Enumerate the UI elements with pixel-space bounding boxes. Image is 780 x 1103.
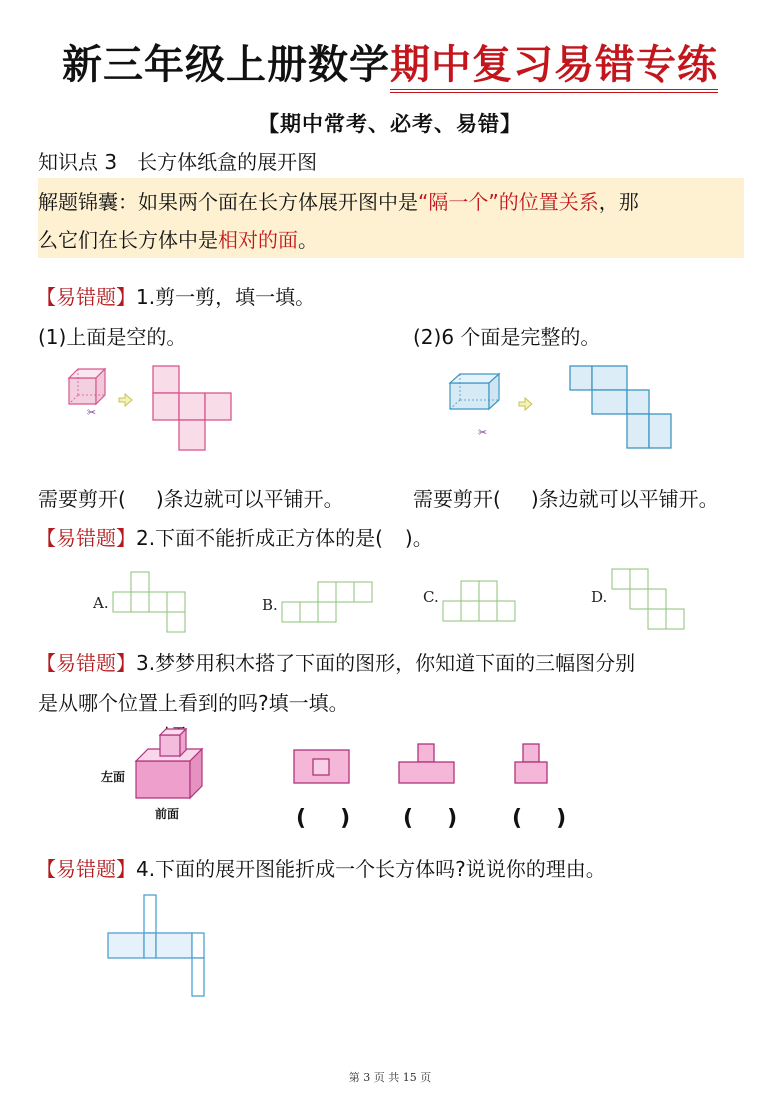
answer-prefix: 需要剪开(	[413, 487, 501, 511]
option-d-net	[611, 568, 691, 632]
answer-suffix: )条边就可以平铺开。	[530, 487, 719, 511]
question-text: 3.梦梦用积木搭了下面的图形，你知道下面的三幅图分别	[136, 651, 636, 675]
error-tag: 【易错题】	[36, 526, 136, 550]
paren-close: )	[556, 806, 567, 831]
question-text: 1.剪一剪，填一填。	[136, 285, 316, 309]
question-2-title	[36, 522, 433, 551]
paren-open: (	[512, 806, 523, 831]
title-red: 期中复习易错专练	[390, 41, 718, 93]
option-c-label: C.	[423, 588, 439, 606]
cuboid-net-figure	[107, 894, 212, 998]
arrow-icon	[119, 394, 132, 406]
tip-text: ，那	[598, 190, 639, 214]
answer-blank-3[interactable]	[512, 806, 566, 831]
paren-close: )	[447, 806, 458, 831]
option-d-label: D.	[591, 588, 608, 606]
tip-text: 解题锦囊：如果两个面在长方体展开图中是	[38, 190, 418, 214]
tip-text: 。	[298, 228, 318, 252]
answer-suffix: )条边就可以平铺开。	[155, 487, 344, 511]
scissors-icon: ✂	[87, 406, 97, 419]
question-1-part-2-label: (2)6 个面是完整的。	[413, 325, 601, 349]
page-title	[0, 40, 780, 90]
page-footer: 第 3 页 共 15 页	[348, 1071, 432, 1084]
tip-highlight: “隔一个”的位置关系	[418, 190, 599, 214]
page-subtitle: 【期中常考、必考、易错】	[258, 111, 522, 136]
scissors-icon: ✂	[478, 426, 488, 439]
label-left-view: 左面	[101, 770, 126, 784]
answer-blank-1[interactable]	[296, 806, 350, 831]
tip-text: 么它们在长方体中是	[38, 228, 218, 252]
tip-line-2	[38, 221, 744, 259]
question-text: 4.下面的展开图能折成一个长方体吗?说说你的理由。	[136, 857, 606, 881]
knowledge-point	[38, 146, 317, 175]
cube-open-top-figure	[64, 364, 244, 456]
view-left-figure	[514, 743, 550, 785]
knowledge-point-topic: 长方体纸盒的展开图	[137, 150, 318, 174]
title-black: 新三年级上册数学	[62, 41, 390, 88]
question-3-title-line-2: 是从哪个位置上看到的吗?填一填。	[38, 691, 349, 715]
question-1-part-1-answer	[38, 483, 344, 512]
question-1-part-2-answer	[413, 483, 719, 512]
question-text-end: )。	[404, 526, 433, 550]
label-front-view: 前面	[155, 807, 180, 821]
view-top-figure	[293, 749, 353, 785]
tip-box	[38, 178, 744, 258]
option-c-net	[442, 580, 522, 624]
cuboid-complete-figure	[445, 362, 685, 454]
question-1-title	[36, 281, 315, 310]
stacked-blocks-figure	[136, 745, 216, 805]
option-b-net	[281, 581, 381, 625]
question-1-part-1-label: (1)上面是空的。	[38, 325, 187, 349]
answer-blank-2[interactable]	[403, 806, 457, 831]
error-tag: 【易错题】	[36, 285, 136, 309]
paren-open: (	[296, 806, 307, 831]
question-4-title	[36, 853, 606, 882]
question-text: 2.下面不能折成正方体的是(	[136, 526, 383, 550]
paren-open: (	[403, 806, 414, 831]
option-a-net	[112, 572, 192, 634]
question-3-title	[36, 647, 635, 676]
option-b-label: B.	[262, 596, 278, 614]
tip-highlight: 相对的面	[218, 228, 298, 252]
error-tag: 【易错题】	[36, 857, 136, 881]
tip-line-1	[38, 183, 744, 221]
view-front-figure	[398, 743, 458, 785]
knowledge-point-label: 知识点 3	[38, 150, 118, 174]
answer-prefix: 需要剪开(	[38, 487, 126, 511]
arrow-icon	[519, 398, 532, 410]
option-a-label: A.	[93, 594, 109, 612]
error-tag: 【易错题】	[36, 651, 136, 675]
paren-close: )	[340, 806, 351, 831]
